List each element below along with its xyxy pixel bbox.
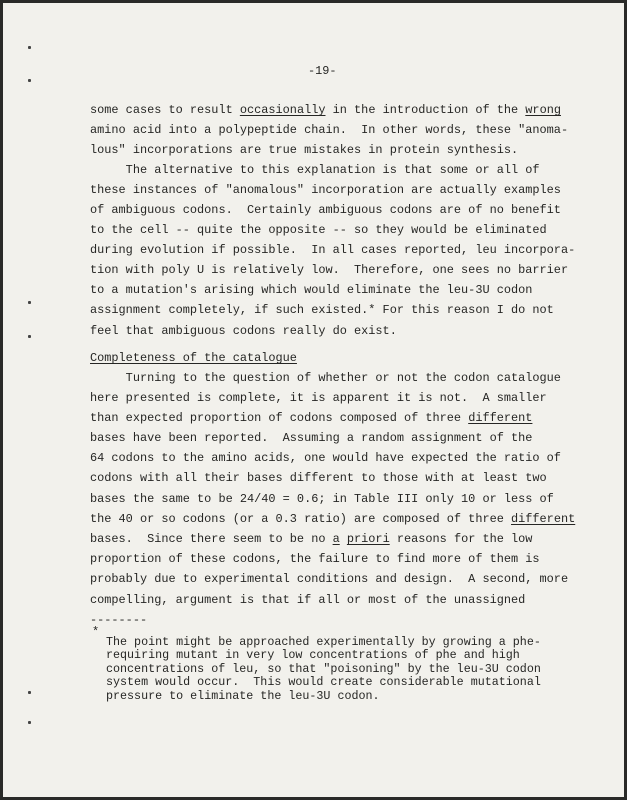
text-run: some cases to result — [90, 103, 240, 117]
text-line — [90, 103, 561, 117]
text-run: reasons for the low — [389, 532, 533, 546]
margin-mark — [28, 301, 31, 304]
underlined-text: priori — [346, 532, 390, 546]
underlined-text: wrong — [525, 103, 561, 117]
text-line — [90, 471, 547, 485]
text-run: to the cell -- quite the opposite -- so they would be eliminated — [90, 223, 547, 237]
text-line — [90, 163, 540, 177]
text-run: than expected proportion of codons composed of three — [90, 411, 469, 425]
text-run: proportion of these codons, the failure to find more of them is — [90, 552, 540, 566]
footnote-line: system would occur. This would create considerable mutational — [106, 675, 541, 690]
underlined-text: Completeness of the catalogue — [90, 351, 297, 365]
text-line — [90, 183, 561, 197]
footnote-marker: * — [92, 625, 100, 639]
text-line — [90, 303, 554, 317]
text-line — [90, 532, 532, 546]
margin-mark — [28, 335, 31, 338]
text-run: these instances of "anomalous" incorporation are actually examples — [90, 183, 561, 197]
text-line — [90, 203, 561, 217]
section-heading — [90, 351, 297, 365]
underlined-text: different — [468, 411, 533, 425]
text-line — [90, 223, 547, 237]
text-run: amino acid into a polypeptide chain. In other words, these "anoma- — [90, 123, 569, 137]
text-run: 64 codons to the amino acids, one would have expected the ratio of — [90, 451, 561, 465]
footnote-line: The point might be approached experimentally by growing a phe- — [106, 635, 541, 649]
text-run: bases have been reported. Assuming a random assignment of the — [90, 431, 533, 445]
footnote-line: pressure to eliminate the leu-3U codon. — [106, 688, 380, 703]
text-line — [90, 283, 532, 297]
text-line — [90, 451, 561, 465]
text-line — [90, 391, 547, 405]
text-line — [90, 492, 554, 506]
text-line — [90, 512, 575, 526]
text-line — [90, 143, 518, 157]
text-run — [340, 532, 347, 546]
underlined-text: occasionally — [239, 103, 326, 117]
margin-mark — [28, 46, 31, 49]
footnote-separator: -------- — [90, 613, 148, 627]
underlined-text: different — [511, 512, 576, 526]
underlined-text: a — [332, 532, 340, 546]
margin-mark — [28, 691, 31, 694]
text-run: Turning to the question of whether or not the codon catalogue — [90, 371, 561, 385]
text-line — [90, 324, 397, 338]
text-run: lous" incorporations are true mistakes in protein synthesis. — [90, 143, 519, 157]
text-run: in the introduction of the — [325, 103, 526, 117]
footnote-line: requiring mutant in very low concentrations of phe and high — [106, 648, 520, 663]
text-run: bases the same to be 24/40 = 0.6; in Table III only 10 or less of — [90, 492, 554, 506]
text-line — [90, 411, 532, 425]
document-page — [3, 3, 624, 797]
margin-mark — [28, 721, 31, 724]
text-line — [90, 431, 532, 445]
text-run: assignment completely, if such existed.* For this reason I do not — [90, 303, 554, 317]
text-run: feel that ambiguous codons really do exist. — [90, 324, 397, 338]
text-run: probably due to experimental conditions and design. A second, more — [90, 572, 569, 586]
text-run: the 40 or so codons (or a 0.3 ratio) are composed of three — [90, 512, 511, 526]
margin-mark — [28, 79, 31, 82]
text-line — [90, 552, 540, 566]
text-run: during evolution if possible. In all cases reported, leu incorpora- — [90, 243, 576, 257]
page-number: -19- — [308, 64, 337, 78]
text-run: bases. Since there seem to be no — [90, 532, 333, 546]
text-run: codons with all their bases different to those with at least two — [90, 471, 547, 485]
text-run: here presented is complete, it is apparent it is not. A smaller — [90, 391, 547, 405]
text-line — [90, 371, 561, 385]
text-line — [90, 263, 568, 277]
text-line — [90, 243, 575, 257]
text-run: to a mutation's arising which would eliminate the leu-3U codon — [90, 283, 533, 297]
text-run: The alternative to this explanation is that some or all of — [90, 163, 540, 177]
text-line — [90, 593, 525, 607]
text-line — [90, 123, 568, 137]
text-run: tion with poly U is relatively low. Therefore, one sees no barrier — [90, 263, 569, 277]
footnote-line: concentrations of leu, so that "poisoning" by the leu-3U codon — [106, 661, 541, 676]
text-line — [90, 572, 568, 586]
text-run: compelling, argument is that if all or most of the unassigned — [90, 593, 526, 607]
text-run: of ambiguous codons. Certainly ambiguous codons are of no benefit — [90, 203, 561, 217]
